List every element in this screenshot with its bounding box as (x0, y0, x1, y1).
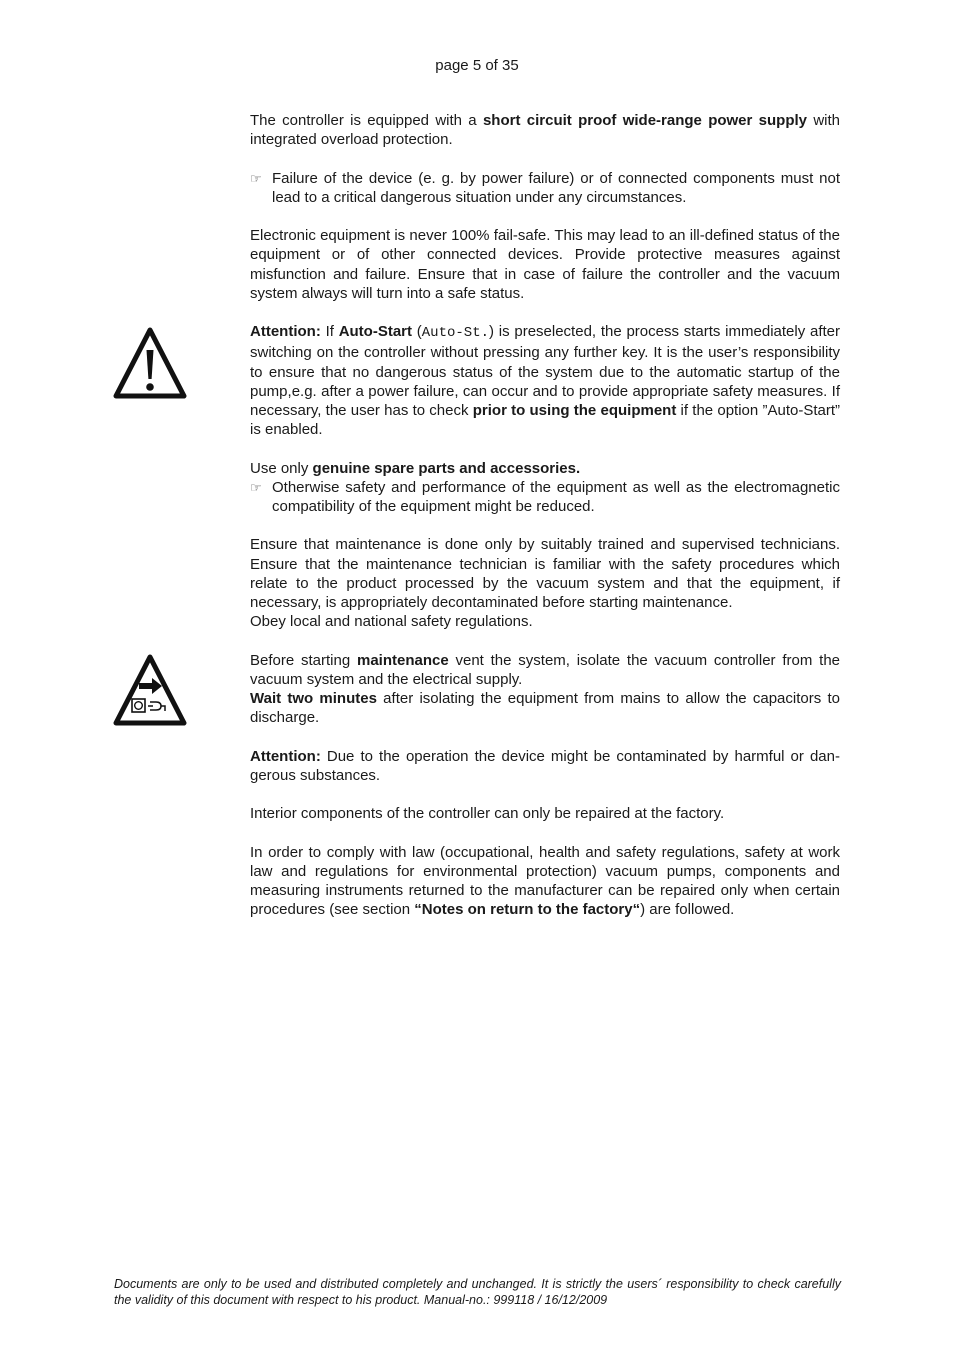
pointing-hand-icon: ☞ (250, 479, 262, 495)
paragraph-power-supply: The controller is equipped with a short circuit proof wide-range power supply with integrated overload protection. (250, 112, 840, 149)
maintenance-disconnect-icon (112, 653, 188, 727)
body-text (250, 111, 840, 939)
note-failure: ☞ Failure of the device (e. g. by power failure) or of connected components must not lead to a critical dangerous situation under any circumstances. (250, 169, 840, 206)
warning-triangle-icon (112, 326, 188, 400)
footer-disclaimer: Documents are only to be used and distributed completely and unchanged. It is strictly the users´ responsibility to check carefully the validity of this document with respect to his product. Manual-no.: 999118 / 16/12/2009 (114, 1277, 841, 1307)
pointing-hand-icon: ☞ (250, 170, 262, 186)
paragraph-return-procedures: In order to comply with law (occupational, health and safety regulations, safety at work law and regulations for environmental protection) vacuum pumps, components and measuring instruments returned to the manufacturer can be repaired only when certain procedures (see section “Notes on return to the factory“) are followed. (250, 843, 840, 919)
paragraph-contamination: Attention: Due to the operation the device might be contaminated by harmful or dangerous substances. (250, 747, 840, 784)
paragraph-fail-safe: Electronic equipment is never 100% fail-safe. This may lead to an ill-defined status of the equipment or of other connected devices. Provide protective measures against misfunction and failure. Ensure that in case of failure the controller and the vacuum system always will turn into a safe status. (250, 227, 840, 302)
note-spare-parts: ☞ Otherwise safety and performance of the equipment as well as the electromagnetic compatibility of the equipment might be reduced. (250, 478, 840, 515)
paragraph-factory-repair: Interior components of the controller can only be repaired at the factory. (250, 805, 725, 823)
paragraph-spare-parts: Use only genuine spare parts and accessories. (250, 459, 581, 477)
page-number: page 5 of 35 (435, 57, 519, 74)
paragraph-maintenance-technicians: Ensure that maintenance is done only by suitably trained and supervised technicians. Ensure that the maintenance technician is familiar with the safety procedures which relate to the product processed by the vacuum system and that the equipment, if necessary, is appropriately decontaminated before starting maintenance. Obey local and national safety regulations. (250, 536, 840, 631)
paragraph-auto-start: Attention: If Auto-Start (Auto-St.) is preselected, the process starts immediately after switching on the controller without pressing any further key. It is the user’s responsibility to ensure that no dangerous status of the system due to the automatic startup of the pump,e.g. after a power failure, can occur and to provide appropriate safety measures. If necessary, the user has to check prior to using the equipment if the option ”Auto-Start” is enabled. (250, 323, 840, 439)
paragraph-before-maintenance: Before starting maintenance vent the system, isolate the vacuum controller from the vacuum system and the electrical supply. Wait two minutes after isolating the equipment from mains to allow the capacitors to discharge. (250, 651, 840, 727)
